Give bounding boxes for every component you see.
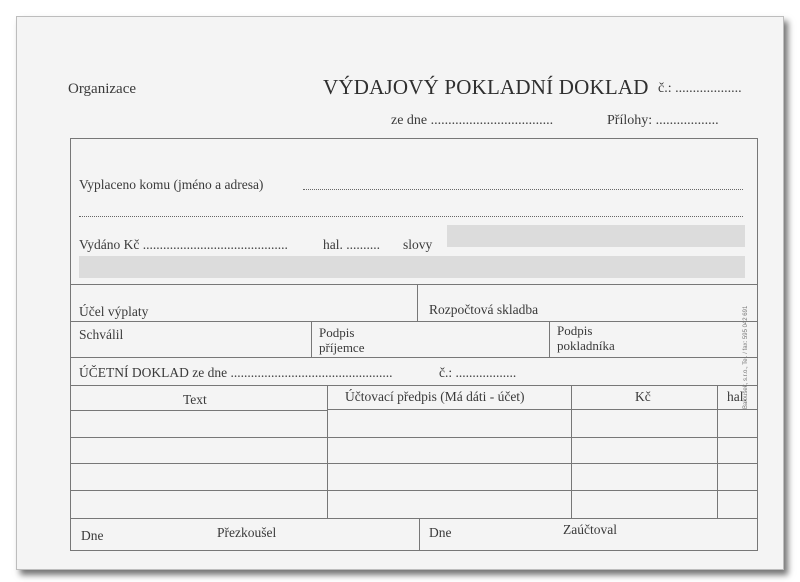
purpose-label: Účel výplaty xyxy=(79,304,149,319)
recipient-signature-line-2: příjemce xyxy=(319,340,365,355)
paid-to-line-1[interactable] xyxy=(303,189,743,190)
divider xyxy=(327,409,571,410)
posted-date-label: Dne xyxy=(429,525,452,540)
divider xyxy=(71,284,757,285)
divider xyxy=(571,409,757,410)
form-body xyxy=(70,138,758,551)
approved-label: Schválil xyxy=(79,327,124,342)
column-header-posting: Účtovací předpis (Má dáti - účet) xyxy=(345,389,525,404)
posted-by-label: Zaúčtoval xyxy=(563,522,617,537)
column-header-text: Text xyxy=(183,392,207,407)
expense-voucher-form xyxy=(16,16,784,570)
table-row-line xyxy=(71,463,757,464)
table-column-line xyxy=(717,385,718,519)
issue-date-field[interactable]: ze dne ................................... xyxy=(391,113,554,128)
column-header-kc: Kč xyxy=(635,389,651,404)
divider xyxy=(71,410,327,411)
paid-to-line-2[interactable] xyxy=(79,216,743,217)
checked-by-label: Přezkoušel xyxy=(217,525,277,540)
hal-field[interactable]: hal. .......... xyxy=(323,237,380,252)
organization-label: Organizace xyxy=(68,81,137,97)
amount-in-words-box-2[interactable] xyxy=(79,256,745,278)
table-top-border xyxy=(71,385,757,386)
accounting-number-field[interactable]: č.: .................. xyxy=(439,365,517,380)
divider xyxy=(419,518,420,550)
table-column-line xyxy=(571,385,572,519)
words-label: slovy xyxy=(403,237,433,252)
form-title: VÝDAJOVÝ POKLADNÍ DOKLAD xyxy=(323,75,649,99)
document-number-field[interactable]: č.: ................... xyxy=(658,81,742,96)
table-column-line xyxy=(327,385,328,519)
attachments-field[interactable]: Přílohy: .................. xyxy=(607,113,719,128)
table-row-line xyxy=(71,490,757,491)
divider xyxy=(71,518,757,519)
table-row-line xyxy=(71,437,757,438)
paid-to-label: Vyplaceno komu (jméno a adresa) xyxy=(79,177,264,192)
printer-imprint: Baloušek, s.r.o., Tel. / fax: 595 042 691 xyxy=(743,305,749,409)
cashier-signature-label xyxy=(557,323,615,353)
cashier-signature-line-1: Podpis xyxy=(557,323,593,338)
divider xyxy=(417,284,418,321)
budget-label: Rozpočtová skladba xyxy=(429,302,539,317)
recipient-signature-label xyxy=(319,325,364,355)
cashier-signature-line-2: pokladníka xyxy=(557,338,615,353)
divider xyxy=(71,321,757,322)
amount-in-words-box[interactable] xyxy=(447,225,745,247)
checked-date-label: Dne xyxy=(81,528,104,543)
recipient-signature-line-1: Podpis xyxy=(319,325,355,340)
divider xyxy=(311,321,312,357)
accounting-date-field[interactable]: ÚČETNÍ DOKLAD ze dne ................................................ xyxy=(79,365,393,380)
divider xyxy=(549,321,550,357)
divider xyxy=(71,357,757,358)
column-header-hal: hal. xyxy=(727,389,747,404)
amount-field[interactable]: Vydáno Kč ........................................... xyxy=(79,237,288,252)
